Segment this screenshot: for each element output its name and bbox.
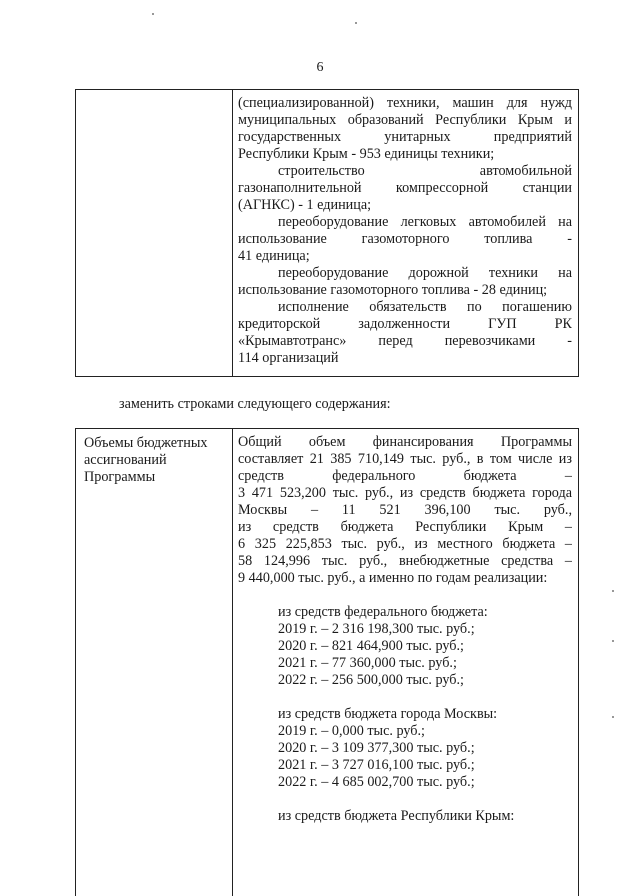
- text-line: строительство автомобильной: [278, 163, 572, 179]
- instruction-text: заменить строками следующего содержания:: [119, 396, 391, 412]
- left-label-line: Объемы бюджетных: [84, 435, 208, 451]
- text-line: 2019 г. – 0,000 тыс. руб.;: [278, 723, 425, 739]
- blank-line: [238, 791, 572, 808]
- table-left-cell: [76, 90, 233, 376]
- text-line: Москвы – 11 521 396,100 тыс. руб.,: [238, 502, 572, 518]
- text-line: газонаполнительной компрессорной станции: [238, 180, 572, 196]
- text-line: переоборудование легковых автомобилей на: [278, 214, 572, 230]
- table-continuation: [75, 89, 579, 377]
- text-line: государственных унитарных предприятий: [238, 129, 572, 145]
- text-line: 2021 г. – 3 727 016,100 тыс. руб.;: [278, 757, 475, 773]
- text-line: 114 организаций: [238, 350, 339, 366]
- text-line: использование газомоторного топлива -: [238, 231, 572, 247]
- text-line: из средств бюджета города Москвы:: [278, 706, 498, 722]
- text-line: кредиторской задолженности ГУП РК: [238, 316, 572, 332]
- text-line: 2021 г. – 77 360,000 тыс. руб.;: [278, 655, 457, 671]
- text-line: 9 440,000 тыс. руб., а именно по годам реализации:: [238, 570, 548, 586]
- text-line: (специализированной) техники, машин для нужд: [238, 95, 572, 111]
- text-line: использование газомоторного топлива - 28 единиц;: [238, 282, 548, 298]
- text-line: 41 единица;: [238, 248, 310, 264]
- text-line: из средств бюджета Республики Крым:: [278, 808, 515, 824]
- table-replacement: [75, 428, 579, 896]
- scan-speck: [355, 22, 357, 24]
- text-line: 2020 г. – 3 109 377,300 тыс. руб.;: [278, 740, 475, 756]
- text-line: 2020 г. – 821 464,900 тыс. руб.;: [278, 638, 465, 654]
- text-line: 58 124,996 тыс. руб., внебюджетные средства –: [238, 553, 572, 569]
- scan-speck: [612, 590, 614, 592]
- text-line: Общий объем финансирования Программы: [238, 434, 572, 450]
- table-right-cell: [233, 90, 578, 376]
- text-line: муниципальных образований Республики Крым и: [238, 112, 572, 128]
- text-line: 3 471 523,200 тыс. руб., из средств бюджета города: [238, 485, 572, 501]
- text-line: (АГНКС) - 1 единица;: [238, 197, 372, 213]
- text-line: «Крымавтотранс» перед перевозчиками -: [238, 333, 572, 349]
- table-right-cell: [233, 429, 578, 896]
- text-line: 2022 г. – 256 500,000 тыс. руб.;: [278, 672, 465, 688]
- text-line: составляет 21 385 710,149 тыс. руб., в том числе из: [238, 451, 572, 467]
- text-line: Республики Крым - 953 единицы техники;: [238, 146, 495, 162]
- scan-speck: [612, 716, 614, 718]
- page-number: 6: [316, 60, 324, 75]
- blank-line: [238, 689, 572, 706]
- text-line: исполнение обязательств по погашению: [278, 299, 572, 315]
- text-line: 6 325 225,853 тыс. руб., из местного бюджета –: [238, 536, 572, 552]
- scan-speck: [612, 640, 614, 642]
- scan-speck: [152, 13, 154, 15]
- blank-line: [238, 587, 572, 604]
- text-line: 2022 г. – 4 685 002,700 тыс. руб.;: [278, 774, 475, 790]
- text-line: из средств бюджета Республики Крым –: [238, 519, 572, 535]
- left-label-line: ассигнований: [84, 452, 167, 468]
- text-line: переоборудование дорожной техники на: [278, 265, 572, 281]
- text-line: 2019 г. – 2 316 198,300 тыс. руб.;: [278, 621, 475, 637]
- left-label-line: Программы: [84, 469, 156, 485]
- text-line: из средств федерального бюджета:: [278, 604, 488, 620]
- table-left-cell: [76, 429, 233, 896]
- text-line: средств федерального бюджета –: [238, 468, 572, 484]
